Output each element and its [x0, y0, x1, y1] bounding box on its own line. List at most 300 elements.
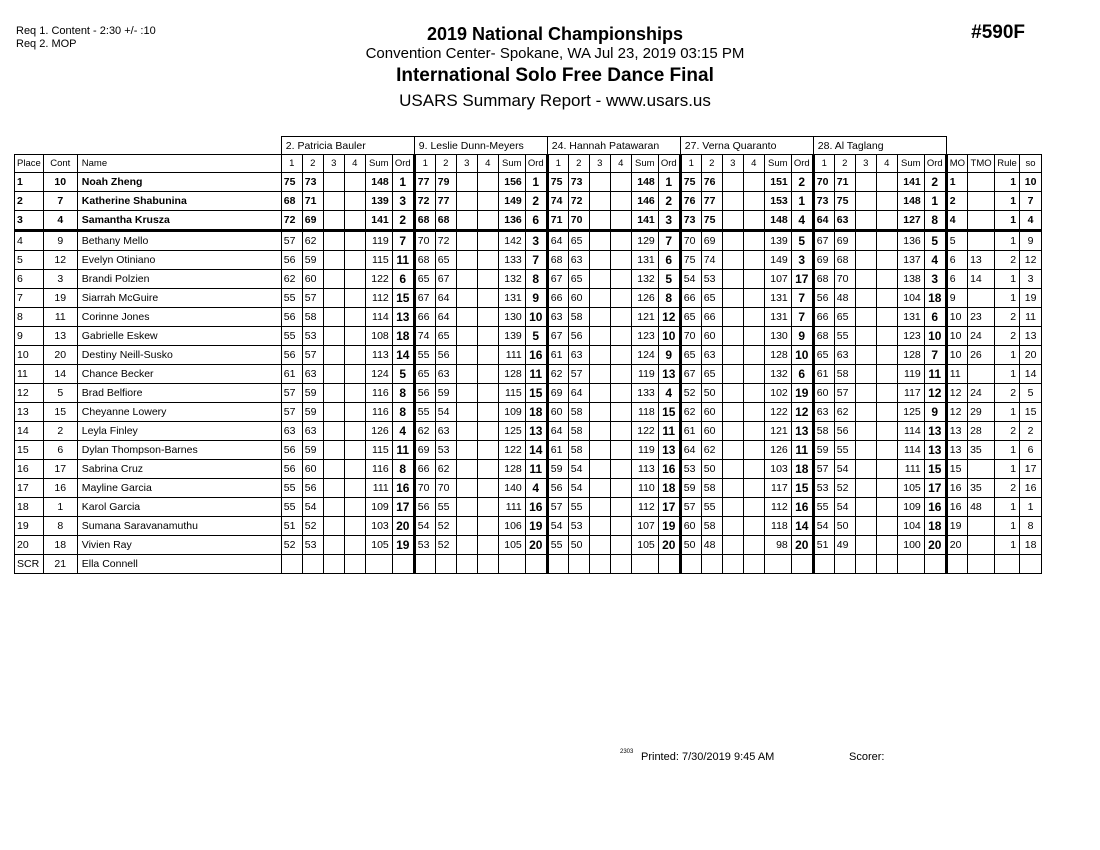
column-header: Sum: [764, 155, 791, 173]
judge-ordinal: 8: [525, 270, 547, 289]
contestant-number: 12: [43, 251, 77, 270]
place-cell: 15: [15, 441, 44, 460]
contestant-number: 21: [43, 555, 77, 574]
score-4: [743, 251, 764, 270]
score-1: 52: [680, 384, 701, 403]
score-3: [589, 555, 610, 574]
score-2: 52: [435, 517, 456, 536]
tmo-cell: [968, 211, 995, 231]
score-3: [722, 479, 743, 498]
rule-cell: 1: [995, 498, 1020, 517]
score-3: [589, 517, 610, 536]
score-2: 74: [701, 251, 722, 270]
score-3: [456, 555, 477, 574]
score-3: [456, 441, 477, 460]
score-4: [743, 270, 764, 289]
score-3: [456, 365, 477, 384]
score-4: [477, 365, 498, 384]
column-header: 4: [876, 155, 897, 173]
score-4: [743, 192, 764, 211]
score-3: [589, 289, 610, 308]
score-2: 69: [701, 231, 722, 251]
score-3: [323, 308, 344, 327]
score-1: [680, 555, 701, 574]
score-1: 54: [680, 270, 701, 289]
score-3: [323, 289, 344, 308]
score-3: [589, 308, 610, 327]
column-header: 4: [743, 155, 764, 173]
score-sum: 115: [365, 251, 392, 270]
judge-ordinal: 10: [924, 327, 946, 346]
score-sum: 138: [897, 270, 924, 289]
score-3: [589, 270, 610, 289]
score-2: 67: [435, 270, 456, 289]
score-1: 65: [680, 346, 701, 365]
score-3: [855, 536, 876, 555]
score-3: [722, 517, 743, 536]
score-1: 61: [547, 346, 568, 365]
score-sum: 148: [631, 173, 658, 192]
score-4: [344, 422, 365, 441]
score-2: 58: [701, 479, 722, 498]
score-sum: 122: [631, 422, 658, 441]
score-1: 57: [680, 498, 701, 517]
judge-ordinal: 7: [791, 308, 813, 327]
tmo-cell: 28: [968, 422, 995, 441]
judge-ordinal: [525, 555, 547, 574]
contestant-number: 16: [43, 479, 77, 498]
score-2: 59: [302, 251, 323, 270]
score-3: [722, 231, 743, 251]
tmo-cell: 35: [968, 479, 995, 498]
score-4: [477, 403, 498, 422]
score-sum: 132: [631, 270, 658, 289]
mo-cell: 4: [946, 211, 967, 231]
score-3: [323, 498, 344, 517]
place-cell: 19: [15, 517, 44, 536]
score-sum: 133: [631, 384, 658, 403]
score-1: 50: [680, 536, 701, 555]
score-1: 75: [281, 173, 302, 192]
score-1: 63: [813, 403, 834, 422]
score-1: 77: [414, 173, 435, 192]
score-4: [743, 498, 764, 517]
score-3: [323, 251, 344, 270]
judge-ordinal: 12: [791, 403, 813, 422]
score-1: 64: [680, 441, 701, 460]
score-1: 64: [547, 231, 568, 251]
judge-ordinal: 18: [525, 403, 547, 422]
score-3: [323, 231, 344, 251]
print-code: 2303: [620, 749, 634, 755]
score-2: 65: [435, 327, 456, 346]
score-sum: 111: [498, 498, 525, 517]
score-1: 55: [414, 346, 435, 365]
score-2: 69: [834, 231, 855, 251]
score-1: 55: [547, 536, 568, 555]
score-4: [610, 384, 631, 403]
score-1: 59: [813, 441, 834, 460]
judge-ordinal: 17: [392, 498, 414, 517]
judge-ordinal: 18: [791, 460, 813, 479]
contestant-number: 2: [43, 422, 77, 441]
score-2: 65: [701, 289, 722, 308]
score-4: [876, 498, 897, 517]
score-2: 77: [435, 192, 456, 211]
rule-cell: 1: [995, 365, 1020, 384]
contestant-number: 6: [43, 441, 77, 460]
place-cell: 1: [15, 173, 44, 192]
score-2: 52: [834, 479, 855, 498]
column-header: TMO: [968, 155, 995, 173]
judge-ordinal: 11: [791, 441, 813, 460]
so-cell: 16: [1020, 479, 1042, 498]
place-cell: SCR: [15, 555, 44, 574]
score-1: 65: [414, 365, 435, 384]
score-4: [610, 251, 631, 270]
judge-ordinal: 17: [658, 498, 680, 517]
judge-ordinal: 3: [924, 270, 946, 289]
score-1: 52: [281, 536, 302, 555]
score-1: 56: [813, 289, 834, 308]
score-2: 64: [568, 384, 589, 403]
score-sum: 110: [631, 479, 658, 498]
place-cell: 4: [15, 231, 44, 251]
so-cell: 12: [1020, 251, 1042, 270]
judge-ordinal: 2: [658, 192, 680, 211]
score-2: 72: [435, 231, 456, 251]
tmo-cell: [968, 231, 995, 251]
report-subtitle: USARS Summary Report - www.usars.us: [399, 91, 711, 110]
score-4: [876, 327, 897, 346]
score-2: 58: [302, 308, 323, 327]
rule-cell: 2: [995, 308, 1020, 327]
table-row: [15, 251, 1042, 270]
score-sum: 132: [498, 270, 525, 289]
score-4: [344, 211, 365, 231]
place-cell: 2: [15, 192, 44, 211]
score-sum: 115: [365, 441, 392, 460]
score-1: 57: [813, 460, 834, 479]
judge-ordinal: 7: [525, 251, 547, 270]
score-2: 56: [834, 422, 855, 441]
table-row: [15, 441, 1042, 460]
rule-cell: 1: [995, 346, 1020, 365]
score-2: 66: [701, 308, 722, 327]
score-4: [876, 251, 897, 270]
judge-header-row: [15, 137, 1042, 155]
score-2: 56: [302, 479, 323, 498]
contestant-number: 3: [43, 270, 77, 289]
score-1: 69: [813, 251, 834, 270]
score-4: [610, 536, 631, 555]
place-cell: 12: [15, 384, 44, 403]
score-4: [610, 365, 631, 384]
judge-ordinal: 13: [791, 422, 813, 441]
score-2: 65: [568, 231, 589, 251]
event-name: International Solo Free Dance Final: [396, 65, 714, 86]
score-sum: 105: [897, 479, 924, 498]
score-3: [456, 403, 477, 422]
tmo-cell: [968, 555, 995, 574]
judge-ordinal: 6: [525, 211, 547, 231]
rule-cell: 2: [995, 422, 1020, 441]
judge-ordinal: 9: [658, 346, 680, 365]
score-3: [456, 422, 477, 441]
score-4: [610, 517, 631, 536]
score-4: [743, 479, 764, 498]
table-row: [15, 327, 1042, 346]
score-2: 70: [834, 270, 855, 289]
score-1: 61: [813, 365, 834, 384]
score-sum: 139: [498, 327, 525, 346]
score-2: 79: [435, 173, 456, 192]
score-3: [323, 327, 344, 346]
score-sum: 119: [631, 441, 658, 460]
score-4: [743, 460, 764, 479]
column-header: Ord: [658, 155, 680, 173]
score-1: 54: [414, 517, 435, 536]
score-1: 65: [680, 308, 701, 327]
judge-ordinal: 4: [525, 479, 547, 498]
score-1: 63: [281, 422, 302, 441]
score-2: 63: [435, 365, 456, 384]
score-1: 69: [547, 384, 568, 403]
column-header: 2: [568, 155, 589, 173]
judge-ordinal: 2: [525, 192, 547, 211]
judge-ordinal: 1: [392, 173, 414, 192]
score-1: 73: [680, 211, 701, 231]
mo-cell: [946, 555, 967, 574]
contestant-number: 13: [43, 327, 77, 346]
score-sum: 139: [365, 192, 392, 211]
score-2: 63: [435, 422, 456, 441]
mo-cell: 19: [946, 517, 967, 536]
score-sum: 111: [897, 460, 924, 479]
score-sum: 117: [897, 384, 924, 403]
score-4: [344, 384, 365, 403]
judge-ordinal: [392, 555, 414, 574]
score-sum: 151: [764, 173, 791, 192]
score-4: [876, 384, 897, 403]
judge-ordinal: 13: [658, 365, 680, 384]
place-cell: 20: [15, 536, 44, 555]
score-3: [722, 365, 743, 384]
score-4: [610, 555, 631, 574]
judge-ordinal: 1: [658, 173, 680, 192]
score-sum: 131: [764, 308, 791, 327]
score-4: [743, 365, 764, 384]
place-cell: 11: [15, 365, 44, 384]
rule-cell: 1: [995, 517, 1020, 536]
score-3: [722, 536, 743, 555]
judge-ordinal: 2: [924, 173, 946, 192]
rule-cell: 1: [995, 192, 1020, 211]
score-4: [743, 231, 764, 251]
contestant-number: 8: [43, 517, 77, 536]
judge-ordinal: 14: [791, 517, 813, 536]
score-1: 55: [281, 479, 302, 498]
score-2: 53: [302, 327, 323, 346]
score-1: [813, 555, 834, 574]
place-cell: 9: [15, 327, 44, 346]
column-header: 4: [610, 155, 631, 173]
score-1: 54: [813, 517, 834, 536]
score-2: 57: [568, 365, 589, 384]
score-3: [722, 441, 743, 460]
so-cell: 6: [1020, 441, 1042, 460]
score-2: 63: [834, 211, 855, 231]
score-2: 53: [302, 536, 323, 555]
score-2: 55: [568, 498, 589, 517]
column-header: Ord: [392, 155, 414, 173]
score-sum: [365, 555, 392, 574]
score-2: 60: [568, 289, 589, 308]
score-4: [344, 251, 365, 270]
table-row: [15, 403, 1042, 422]
score-3: [855, 173, 876, 192]
score-1: 75: [680, 173, 701, 192]
rule-cell: 1: [995, 270, 1020, 289]
score-2: [568, 555, 589, 574]
score-2: 70: [435, 479, 456, 498]
score-sum: 125: [498, 422, 525, 441]
judge-ordinal: 13: [924, 441, 946, 460]
score-1: 65: [414, 270, 435, 289]
score-3: [456, 231, 477, 251]
score-sum: 136: [498, 211, 525, 231]
score-4: [344, 403, 365, 422]
score-2: 68: [834, 251, 855, 270]
score-1: 55: [281, 289, 302, 308]
skater-name: Brandi Polzien: [77, 270, 281, 289]
so-cell: 17: [1020, 460, 1042, 479]
score-3: [855, 365, 876, 384]
skater-name: Leyla Finley: [77, 422, 281, 441]
score-sum: 131: [631, 251, 658, 270]
judge-ordinal: 7: [658, 231, 680, 251]
requirement-line: Req 2. MOP: [16, 38, 77, 50]
score-4: [610, 327, 631, 346]
score-2: 60: [701, 422, 722, 441]
table-row: [15, 231, 1042, 251]
judge-ordinal: 8: [392, 403, 414, 422]
rule-cell: 2: [995, 384, 1020, 403]
score-2: 62: [435, 460, 456, 479]
column-header: 3: [722, 155, 743, 173]
so-cell: [1020, 555, 1042, 574]
skater-name: Vivien Ray: [77, 536, 281, 555]
judge-ordinal: 15: [658, 403, 680, 422]
tmo-cell: [968, 460, 995, 479]
score-sum: 128: [498, 460, 525, 479]
score-4: [344, 555, 365, 574]
score-3: [323, 365, 344, 384]
score-2: 75: [701, 211, 722, 231]
score-1: 55: [414, 403, 435, 422]
contestant-number: 9: [43, 231, 77, 251]
judge-ordinal: 11: [924, 365, 946, 384]
score-3: [855, 441, 876, 460]
judge-ordinal: 8: [924, 211, 946, 231]
mo-cell: 6: [946, 270, 967, 289]
score-3: [323, 422, 344, 441]
score-4: [743, 422, 764, 441]
column-header: 1: [547, 155, 568, 173]
so-cell: 2: [1020, 422, 1042, 441]
score-3: [589, 173, 610, 192]
judge-ordinal: 19: [658, 517, 680, 536]
rule-cell: 1: [995, 460, 1020, 479]
score-sum: 122: [498, 441, 525, 460]
score-2: 68: [435, 211, 456, 231]
score-3: [855, 498, 876, 517]
judge-ordinal: 5: [658, 270, 680, 289]
score-1: 57: [281, 384, 302, 403]
judge-ordinal: 16: [791, 498, 813, 517]
score-sum: 128: [897, 346, 924, 365]
venue-line: Convention Center- Spokane, WA Jul 23, 2019 03:15 PM: [365, 45, 745, 62]
printed-date: Printed: 7/30/2019 9:45 AM: [641, 751, 775, 763]
score-1: 61: [680, 422, 701, 441]
contestant-number: 4: [43, 211, 77, 231]
score-2: 59: [302, 384, 323, 403]
score-sum: 118: [631, 403, 658, 422]
judge-ordinal: 17: [924, 479, 946, 498]
score-2: 54: [435, 403, 456, 422]
score-1: 67: [414, 289, 435, 308]
score-4: [876, 441, 897, 460]
table-row: [15, 498, 1042, 517]
score-4: [743, 441, 764, 460]
tmo-cell: 24: [968, 327, 995, 346]
judge-ordinal: 9: [525, 289, 547, 308]
score-4: [344, 460, 365, 479]
score-2: 62: [302, 231, 323, 251]
score-sum: 109: [897, 498, 924, 517]
judge-ordinal: 11: [525, 460, 547, 479]
skater-name: Ella Connell: [77, 555, 281, 574]
score-1: 68: [813, 327, 834, 346]
table-row: [15, 365, 1042, 384]
judge-ordinal: 3: [791, 251, 813, 270]
judge-ordinal: 15: [392, 289, 414, 308]
score-sum: 133: [498, 251, 525, 270]
score-3: [323, 536, 344, 555]
score-sum: 107: [631, 517, 658, 536]
judge-ordinal: 6: [791, 365, 813, 384]
score-3: [855, 270, 876, 289]
score-4: [477, 536, 498, 555]
table-row: [15, 173, 1042, 192]
mo-cell: 11: [946, 365, 967, 384]
column-header: 2: [701, 155, 722, 173]
score-4: [477, 211, 498, 231]
score-1: 67: [680, 365, 701, 384]
score-2: 56: [568, 327, 589, 346]
score-1: 64: [813, 211, 834, 231]
score-1: 68: [547, 251, 568, 270]
score-1: 71: [547, 211, 568, 231]
so-cell: 4: [1020, 211, 1042, 231]
judge-ordinal: 13: [392, 308, 414, 327]
score-4: [610, 460, 631, 479]
score-sum: 140: [498, 479, 525, 498]
score-sum: 126: [631, 289, 658, 308]
score-sum: 102: [764, 384, 791, 403]
score-sum: 119: [631, 365, 658, 384]
scorer-label: Scorer:: [849, 751, 885, 763]
